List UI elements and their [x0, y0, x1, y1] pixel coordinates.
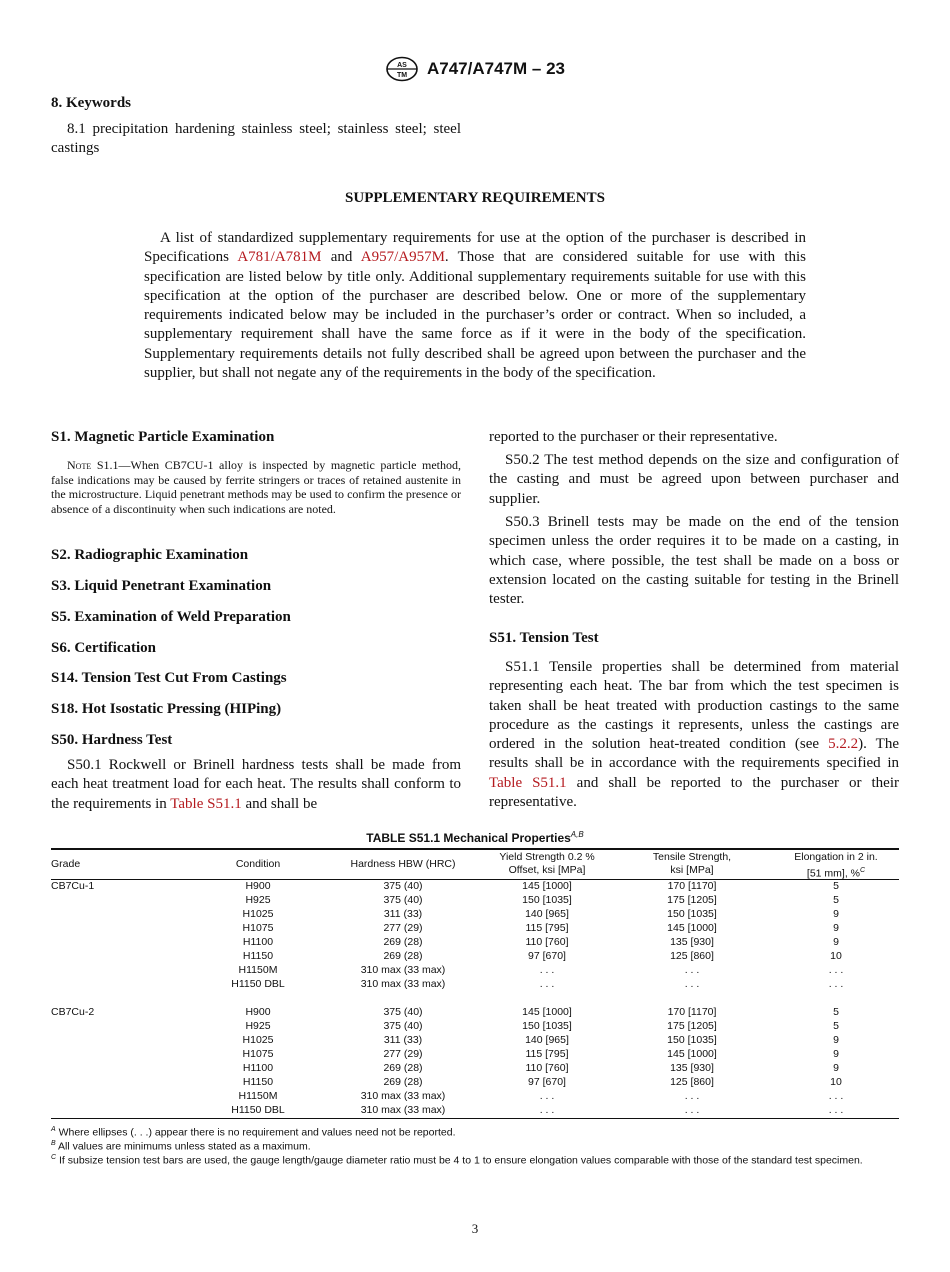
- cell-hardness: 310 max (33 max): [360, 1104, 446, 1116]
- cell-tensile: 170 [1170]: [667, 1006, 717, 1018]
- cell-elongation: 5: [833, 1020, 839, 1032]
- cell-yield: 115 [795]: [525, 1048, 569, 1060]
- cell-condition: H1075: [242, 1048, 274, 1060]
- table-title: TABLE S51.1 Mechanical Properties$^{A,B}$: [366, 830, 584, 845]
- heading-s18: S18. Hot Isostatic Pressing (HIPing): [51, 701, 282, 717]
- cell-yield: 150 [1035]: [522, 894, 572, 906]
- cell-grade: CB7Cu-1: [51, 880, 95, 892]
- cell-elongation: . . .: [828, 964, 844, 976]
- footnote-a: $^A$ Where ellipses (. . .) appear there is no requirement and values need not be reported.: [51, 1126, 456, 1139]
- cell-elongation: 9: [833, 936, 839, 948]
- table-row: [51, 1005, 899, 1019]
- table-bottom-rule: [51, 1118, 899, 1119]
- cell-hardness: 277 (29): [383, 922, 423, 934]
- cell-elongation: 9: [833, 1034, 839, 1046]
- table-row: [51, 1047, 899, 1061]
- heading-s1: S1. Magnetic Particle Examination: [51, 429, 275, 445]
- document-id: A747/A747M – 23: [427, 59, 565, 78]
- table-row: [51, 879, 899, 893]
- cell-tensile: 135 [930]: [670, 936, 714, 948]
- cell-tensile: . . .: [684, 964, 700, 976]
- heading-s3: S3. Liquid Penetrant Examination: [51, 578, 272, 594]
- table-row: [51, 935, 899, 949]
- cell-hardness: 375 (40): [383, 1020, 423, 1032]
- note-s1-1: Note S1.1—When CB7CU-1 alloy is inspected by magnetic particle method, false indications may be caused by ferrite stringers or traces of retained austenite in the microstructure. Liquid penetrant methods may be used to confirm the presence or absence of a discontinuity when such indications are noted.: [51, 458, 461, 516]
- cell-condition: H1100: [242, 1062, 274, 1074]
- header-hardness: Hardness HBW (HRC): [350, 858, 456, 870]
- cell-yield: 140 [965]: [525, 908, 569, 920]
- keywords-heading: 8. Keywords: [51, 95, 131, 111]
- cell-yield: 97 [670]: [528, 950, 566, 962]
- footnote-c: $^C$ If subsize tension test bars are used, the gauge length/gauge diameter ratio must be 4 to 1 to ensure elongation values comparable with those of the standard test specimen.: [51, 1154, 863, 1167]
- para-s50-1-cont: reported to the purchaser or their representative.: [489, 429, 778, 445]
- cell-elongation: 5: [833, 894, 839, 906]
- cell-condition: H1150 DBL: [231, 1104, 285, 1116]
- header-condition: Condition: [235, 858, 281, 870]
- cell-tensile: 175 [1205]: [667, 894, 717, 906]
- cell-yield: . . .: [539, 964, 555, 976]
- svg-text:TM: TM: [396, 72, 408, 79]
- link-table-s51-1-b[interactable]: Table S51.1: [489, 774, 567, 791]
- table-row: [51, 1089, 899, 1103]
- cell-yield: 150 [1035]: [522, 1020, 572, 1032]
- footnote-b: $^B$ All values are minimums unless stated as a maximum.: [51, 1140, 311, 1153]
- cell-hardness: 269 (28): [383, 1076, 423, 1088]
- cell-hardness: 310 max (33 max): [360, 978, 446, 990]
- cell-condition: H925: [245, 1020, 271, 1032]
- cell-hardness: 277 (29): [383, 1048, 423, 1060]
- cell-elongation: 5: [833, 1006, 839, 1018]
- cell-hardness: 311 (33): [383, 908, 423, 920]
- cell-condition: H1075: [242, 922, 274, 934]
- cell-tensile: 145 [1000]: [667, 922, 717, 934]
- cell-condition: H1025: [242, 1034, 274, 1046]
- cell-yield: 145 [1000]: [522, 1006, 572, 1018]
- cell-hardness: 310 max (33 max): [360, 1090, 446, 1102]
- cell-elongation: . . .: [828, 978, 844, 990]
- supplementary-title: SUPPLEMENTARY REQUIREMENTS: [345, 190, 605, 206]
- cell-tensile: 125 [860]: [670, 1076, 714, 1088]
- table-row: [51, 963, 899, 977]
- keywords-text: 8.1 precipitation hardening stainless steel; stainless steel; steel castings: [51, 121, 461, 157]
- table-row: [51, 1061, 899, 1075]
- cell-hardness: 375 (40): [383, 880, 423, 892]
- cell-tensile: . . .: [684, 1104, 700, 1116]
- cell-tensile: 170 [1170]: [667, 880, 717, 892]
- link-a781[interactable]: A781/A781M: [237, 249, 322, 266]
- cell-hardness: 269 (28): [383, 936, 423, 948]
- cell-yield: 97 [670]: [528, 1076, 566, 1088]
- table-row: [51, 907, 899, 921]
- cell-yield: 110 [760]: [525, 1062, 569, 1074]
- cell-hardness: 375 (40): [383, 894, 423, 906]
- cell-condition: H1150M: [238, 964, 278, 976]
- cell-elongation: 5: [833, 880, 839, 892]
- cell-tensile: 150 [1035]: [667, 908, 717, 920]
- cell-condition: H1100: [242, 936, 274, 948]
- cell-condition: H925: [245, 894, 271, 906]
- para-s50-1: S50.1 Rockwell or Brinell hardness tests shall be made from each heat treatment load for each heat. The results shall conform to the requirements in Table S51.1 and shall be: [51, 757, 461, 812]
- table-row: [51, 1033, 899, 1047]
- cell-hardness: 375 (40): [383, 1006, 423, 1018]
- cell-yield: . . .: [539, 978, 555, 990]
- cell-condition: H1150M: [238, 1090, 278, 1102]
- header-grade: Grade: [51, 858, 81, 870]
- svg-text:AS: AS: [397, 62, 407, 69]
- heading-s2: S2. Radiographic Examination: [51, 547, 249, 563]
- table-header: [51, 850, 899, 880]
- cell-condition: H1150 DBL: [231, 978, 285, 990]
- cell-grade: CB7Cu-2: [51, 1006, 95, 1018]
- cell-tensile: . . .: [684, 978, 700, 990]
- table-row: [51, 1075, 899, 1089]
- para-s50-2: S50.2 The test method depends on the size and configuration of the casting and must be agreed upon between purchaser and supplier.: [489, 452, 899, 507]
- cell-tensile: 145 [1000]: [667, 1048, 717, 1060]
- header-elongation: Elongation in 2 in. [51 mm], %$^C$: [794, 851, 878, 880]
- heading-s5: S5. Examination of Weld Preparation: [51, 609, 291, 625]
- link-a957[interactable]: A957/A957M: [360, 249, 445, 266]
- cell-elongation: 9: [833, 908, 839, 920]
- cell-hardness: 269 (28): [383, 1062, 423, 1074]
- cell-condition: H1150: [242, 1076, 274, 1088]
- cell-elongation: 10: [830, 950, 842, 962]
- para-s51-1: S51.1 Tensile properties shall be determined from material representing each heat. The bar from which the test specimen is taken shall be heat treated with production castings to the same procedure as the castings it represents, unless the castings are ordered in the solution heat-treated condition (see 5.2.2). The results shall be in accordance with the requirements specified in Table S51.1 and shall be reported to the purchaser or their representative.: [489, 659, 899, 811]
- cell-yield: 140 [965]: [525, 1034, 569, 1046]
- cell-elongation: . . .: [828, 1104, 844, 1116]
- cell-tensile: 175 [1205]: [667, 1020, 717, 1032]
- cell-condition: H900: [245, 880, 271, 892]
- cell-hardness: 310 max (33 max): [360, 964, 446, 976]
- table-row: [51, 977, 899, 991]
- cell-tensile: 150 [1035]: [667, 1034, 717, 1046]
- table-row: [51, 1019, 899, 1033]
- table-row: [51, 1103, 899, 1117]
- page-number: 3: [471, 1221, 479, 1236]
- cell-tensile: 135 [930]: [670, 1062, 714, 1074]
- heading-s14: S14. Tension Test Cut From Castings: [51, 670, 287, 686]
- cell-elongation: . . .: [828, 1090, 844, 1102]
- heading-s50: S50. Hardness Test: [51, 732, 173, 748]
- heading-s6: S6. Certification: [51, 640, 156, 656]
- cell-condition: H900: [245, 1006, 271, 1018]
- link-5-2-2[interactable]: 5.2.2: [828, 736, 859, 753]
- cell-tensile: 125 [860]: [670, 950, 714, 962]
- astm-logo-icon: [385, 56, 419, 82]
- cell-elongation: 9: [833, 1048, 839, 1060]
- cell-yield: . . .: [539, 1104, 555, 1116]
- header-tensile: Tensile Strength, ksi [MPa]: [652, 851, 732, 876]
- page-header: [0, 56, 950, 82]
- cell-elongation: 9: [833, 922, 839, 934]
- header-yield: Yield Strength 0.2 % Offset, ksi [MPa]: [499, 851, 595, 876]
- supplementary-intro: A list of standardized supplementary requirements for use at the option of the purchaser is described in Specifications A781/A781M and A957/A957M. Those that are considered suitable for use with this specification are listed below by title only. Additional supplementary requirements suitable for use with this specification at the option of the purchaser are described below. One or more of the supplementary requirements indicated below may be included in the purchaser’s order or contract. When so included, a supplementary requirement shall have the same force as if it were in the body of the specification. Supplementary requirements details not fully described shall be agreed upon between the purchaser and the supplier, but shall not negate any of the requirements in the body of the specification.: [144, 230, 806, 382]
- table-row: [51, 893, 899, 907]
- table-row: [51, 949, 899, 963]
- cell-elongation: 9: [833, 1062, 839, 1074]
- cell-condition: H1025: [242, 908, 274, 920]
- table-row: [51, 921, 899, 935]
- cell-yield: 110 [760]: [525, 936, 569, 948]
- cell-hardness: 269 (28): [383, 950, 423, 962]
- cell-yield: 145 [1000]: [522, 880, 572, 892]
- cell-elongation: 10: [830, 1076, 842, 1088]
- para-s50-3: S50.3 Brinell tests may be made on the end of the tension specimen unless the order requires it to be made on a casting, in which case, where possible, the test shall be made on a boss or extension located on the casting suitable for testing in the Brinell tester.: [489, 514, 899, 608]
- cell-yield: 115 [795]: [525, 922, 569, 934]
- heading-s51: S51. Tension Test: [489, 630, 599, 646]
- link-table-s51-1[interactable]: Table S51.1: [170, 795, 242, 812]
- cell-hardness: 311 (33): [383, 1034, 423, 1046]
- cell-tensile: . . .: [684, 1090, 700, 1102]
- cell-yield: . . .: [539, 1090, 555, 1102]
- cell-condition: H1150: [242, 950, 274, 962]
